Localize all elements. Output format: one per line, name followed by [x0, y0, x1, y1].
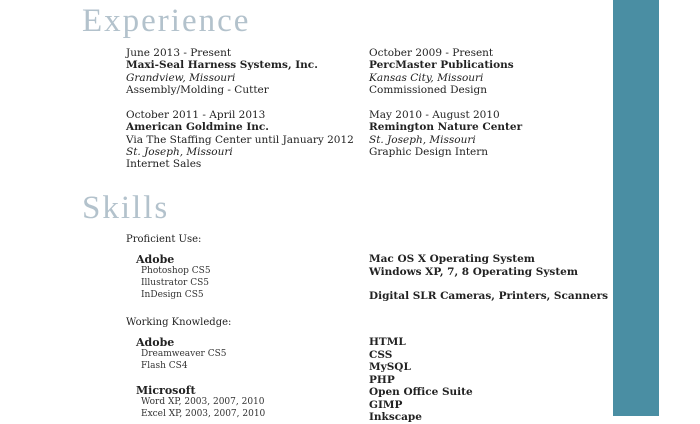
- proficient-adobe-list: [141, 265, 211, 302]
- job-dates: October 2009 - Present: [369, 47, 494, 59]
- job-role: Internet Sales: [126, 158, 202, 171]
- list-item: Open Office Suite: [369, 386, 473, 398]
- list-item: Dreamweaver CS5: [141, 349, 227, 359]
- job-location: St. Joseph, Missouri: [369, 133, 476, 146]
- job-note: Via The Staffing Center until January 2012: [126, 133, 354, 146]
- list-item: InDesign CS5: [141, 290, 204, 301]
- list-item: GIMP: [369, 398, 403, 411]
- list-item: Illustrator CS5: [141, 278, 209, 289]
- job-entry-remington: [369, 109, 522, 158]
- job-role: Assembly/Molding - Cutter: [126, 83, 269, 96]
- job-company: Remington Nature Center: [369, 121, 523, 134]
- working-knowledge-label: Working Knowledge:: [126, 317, 232, 328]
- list-item: Mac OS X Operating System: [369, 253, 535, 265]
- list-item: Word XP, 2003, 2007, 2010: [141, 397, 265, 407]
- job-location: Kansas City, Missouri: [369, 71, 484, 84]
- job-entry-maxi-seal: [126, 47, 318, 96]
- list-item: Windows XP, 7, 8 Operating System: [369, 265, 578, 278]
- working-web-tools-list: [369, 336, 473, 424]
- job-entry-percmaster: [369, 47, 514, 96]
- job-location: Grandview, Missouri: [126, 71, 236, 84]
- list-item: Flash CS4: [141, 361, 188, 372]
- job-dates: June 2013 - Present: [126, 47, 232, 59]
- job-company: Maxi-Seal Harness Systems, Inc.: [126, 59, 318, 72]
- list-item: CSS: [369, 348, 393, 361]
- proficient-adobe-group: Adobe: [136, 253, 175, 266]
- job-dates: May 2010 - August 2010: [369, 109, 500, 121]
- page-right-margin: [659, 0, 700, 416]
- working-adobe-group: Adobe: [136, 336, 175, 349]
- job-company: PercMaster Publications: [369, 59, 514, 72]
- list-item: Inkscape: [369, 411, 422, 423]
- skills-heading: Skills: [82, 190, 170, 226]
- list-item: MySQL: [369, 361, 411, 373]
- proficient-use-label: Proficient Use:: [126, 234, 202, 245]
- working-microsoft-group: Microsoft: [136, 384, 196, 397]
- job-location: St. Joseph, Missouri: [126, 145, 233, 158]
- working-adobe-list: [141, 348, 227, 372]
- job-dates: October 2011 - April 2013: [126, 109, 266, 121]
- job-entry-american-goldmine: [126, 109, 354, 170]
- list-item: PHP: [369, 373, 395, 386]
- list-item: HTML: [369, 336, 406, 348]
- job-role: Commissioned Design: [369, 83, 487, 96]
- list-item: Excel XP, 2003, 2007, 2010: [141, 409, 266, 420]
- job-company: American Goldmine Inc.: [126, 121, 269, 134]
- list-item: Digital SLR Cameras, Printers, Scanners: [369, 290, 609, 302]
- proficient-os-list: [369, 253, 578, 278]
- accent-sidebar-bar: [613, 0, 659, 416]
- proficient-hardware-item: [369, 290, 608, 303]
- experience-heading: Experience: [82, 3, 251, 39]
- list-item: Photoshop CS5: [141, 266, 211, 276]
- working-microsoft-list: [141, 396, 265, 420]
- job-role: Graphic Design Intern: [369, 145, 489, 158]
